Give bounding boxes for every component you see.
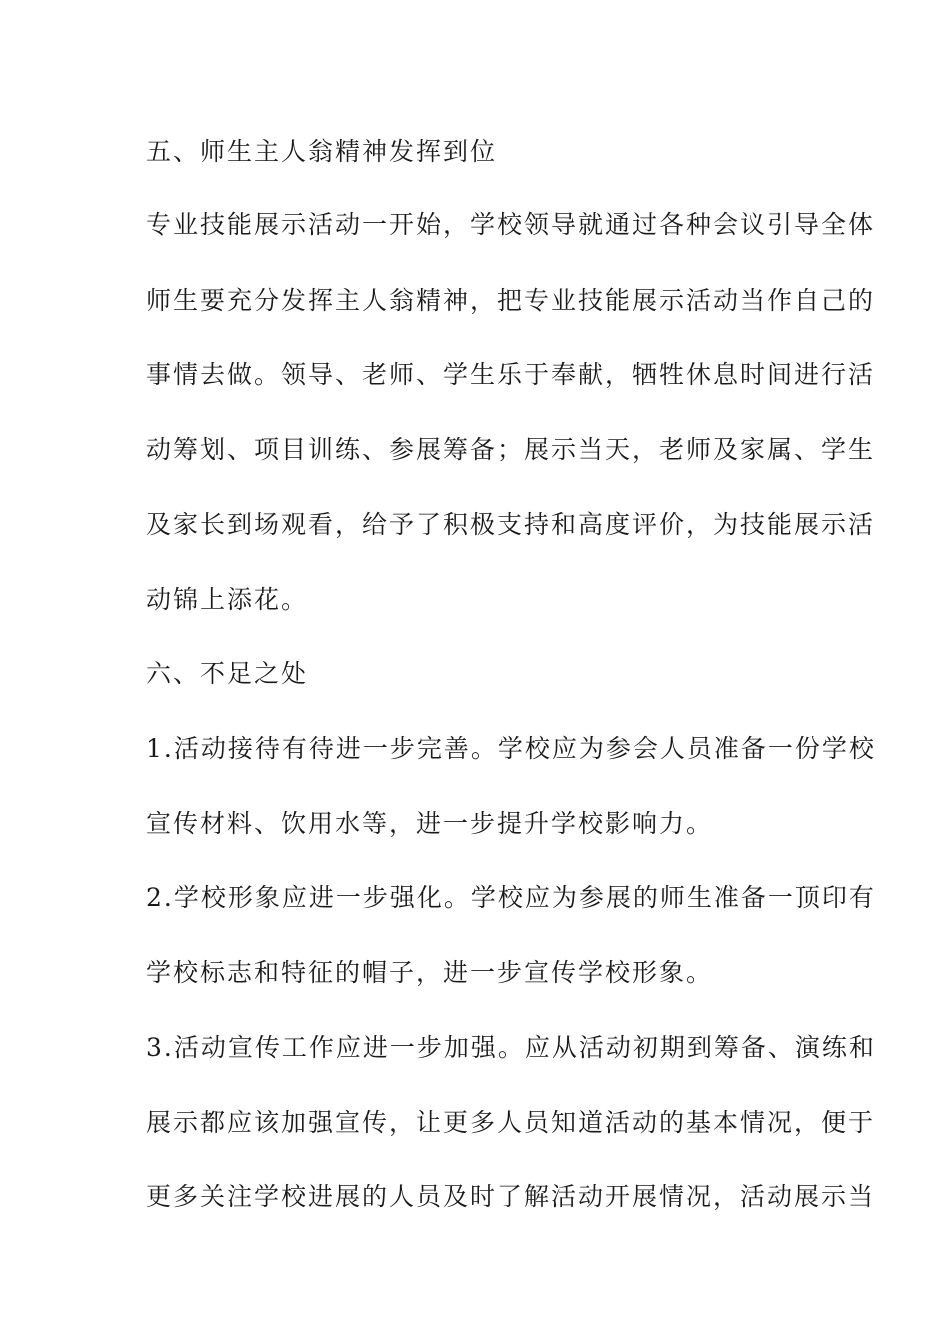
paragraph-line: 及家长到场观看，给予了积极支持和高度评价，为技能展示活: [146, 510, 876, 539]
list-item-line: 宣传材料、饮用水等，进一步提升学校影响力。: [146, 809, 714, 838]
list-item-line: 3.活动宣传工作应进一步加强。应从活动初期到筹备、演练和: [146, 1033, 876, 1062]
paragraph-line: 事情去做。领导、老师、学生乐于奉献，牺牲休息时间进行活: [146, 360, 876, 389]
list-item-line: 更多关注学校进展的人员及时了解活动开展情况，活动展示当: [146, 1182, 876, 1211]
list-item-line: 2.学校形象应进一步强化。学校应为参展的师生准备一顶印有: [146, 883, 876, 912]
section-heading: 五、师生主人翁精神发挥到位: [146, 137, 498, 166]
list-item-line: 1.活动接待有待进一步完善。学校应为参会人员准备一份学校: [146, 734, 876, 763]
paragraph-line: 师生要充分发挥主人翁精神，把专业技能展示活动当作自己的: [146, 286, 876, 315]
paragraph-line: 专业技能展示活动一开始，学校领导就通过各种会议引导全体: [146, 210, 876, 239]
list-item-line: 学校标志和特征的帽子，进一步宣传学校形象。: [146, 958, 714, 987]
paragraph-line: 动筹划、项目训练、参展筹备；展示当天，老师及家属、学生: [146, 435, 876, 464]
list-item-line: 展示都应该加强宣传，让更多人员知道活动的基本情况，便于: [146, 1108, 876, 1137]
paragraph-line: 动锦上添花。: [146, 585, 309, 614]
section-heading: 六、不足之处: [146, 659, 309, 688]
